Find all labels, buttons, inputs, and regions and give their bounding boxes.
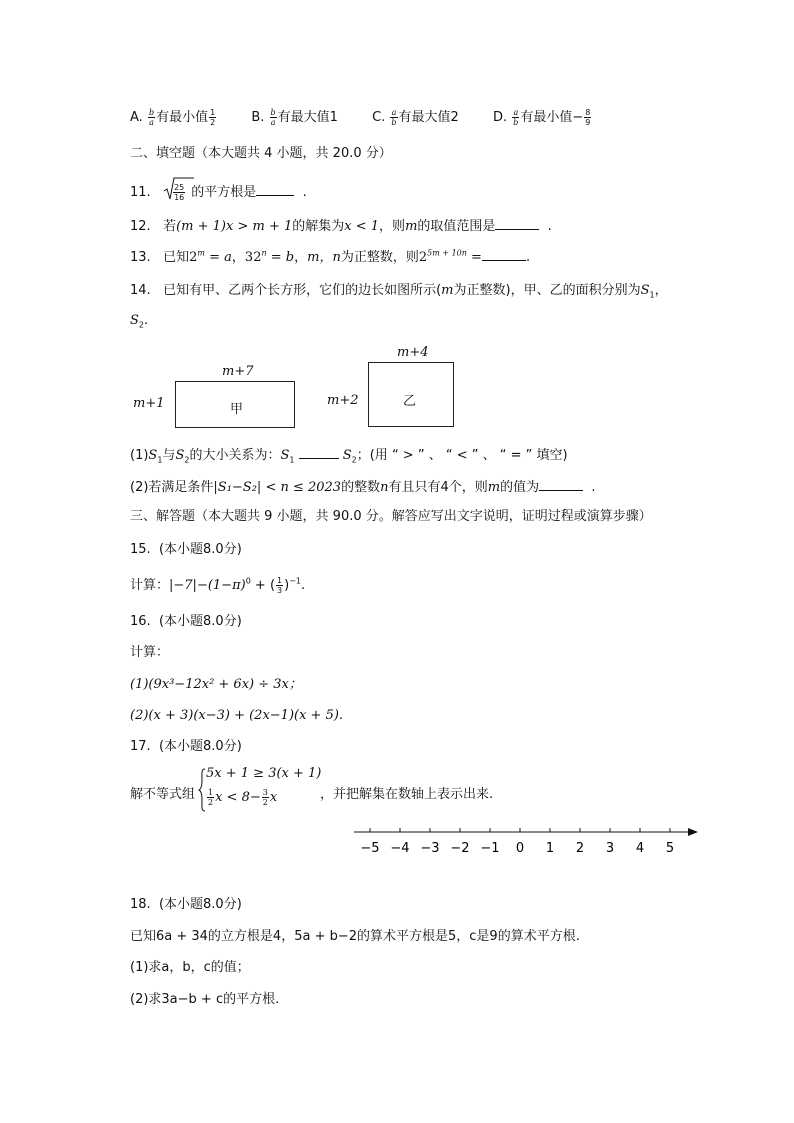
yi-left-label: m+2	[327, 393, 359, 408]
question-16-part-1: (1)(9x³−12x² + 6x) ÷ 3x；	[130, 677, 302, 692]
jia-label: 甲	[230, 402, 244, 417]
fraction: $\frac{8}{9}$	[585, 108, 591, 127]
axis-tick-label: 3	[605, 841, 615, 856]
option-d: D. $\frac{a}{b}$ 有最小值− $\frac{8}{9}$	[492, 108, 591, 127]
answer-blank[interactable]	[482, 247, 526, 261]
axis-tick-label: 2	[575, 841, 585, 856]
fraction: $\frac{b}{a}$	[270, 108, 276, 127]
option-c: C. $\frac{a}{b}$ 有最大值2	[372, 108, 459, 127]
axis-tick-label: 1	[545, 841, 555, 856]
question-15-header: 15. (本小题8.0分)	[130, 542, 242, 557]
question-15-body: 计算：$|-7|-(1-\pi)^0$ + ( $\frac{1}{3}$ )$^{-1}$.	[130, 576, 306, 595]
choice-options	[130, 108, 622, 128]
question-18-header: 18. (本小题8.0分)	[130, 897, 242, 912]
question-14: 14. 已知有甲、乙两个长方形，它们的边长如图所示(m为正整数)，甲、乙的面积分别为$S_1$，	[130, 283, 668, 300]
jia-left-label: m+1	[133, 396, 165, 411]
yi-top-label: m+4	[397, 345, 429, 360]
question-14-part-2: (2)若满足条件|S₁−S₂| < n ≤ 2023的整数n有且只有4个，则m的值为 .	[130, 477, 596, 498]
fraction: $\frac{b}{a}$	[148, 108, 155, 127]
fraction: $\frac{a}{b}$	[513, 108, 519, 127]
question-17-instruction: ，并把解集在数轴上表示出来.	[320, 787, 494, 802]
answer-blank[interactable]	[495, 216, 539, 230]
inequality-1: 5x + 1 ≥ 3(x + 1)	[206, 766, 322, 781]
question-12: 12. 若(m + 1)x > m + 1的解集为x < 1，则m的取值范围是 .	[130, 216, 552, 237]
section-2-heading: 二、填空题（本大题共 4 小题，共 20.0 分）	[130, 146, 392, 161]
axis-tick-label: 0	[515, 841, 525, 856]
question-18-part-2: (2)求3a−b + c的平方根.	[130, 992, 280, 1007]
axis-tick-label: −4	[390, 841, 410, 856]
question-18-part-1: (1)求a，b，c的值；	[130, 960, 250, 975]
axis-tick-label: −3	[420, 841, 440, 856]
question-17-prompt: 解不等式组	[130, 787, 196, 802]
question-14-part-1: $(1)S_1$与$S_2$的大小关系为：$S_1$ $S_2$；(用 “ > ” 、 “ < ” 、 “ = ” 填空)	[130, 445, 568, 466]
section-3-heading: 三、解答题（本大题共 9 小题，共 90.0 分。解答应写出文字说明，证明过程或演算步骤）	[130, 509, 652, 524]
jia-top-label: m+7	[222, 364, 254, 379]
left-brace-icon	[198, 768, 206, 812]
option-b: B. $\frac{b}{a}$ 有最大值1	[251, 108, 338, 127]
answer-blank[interactable]	[256, 182, 294, 196]
fraction: $\frac{1}{2}$	[210, 108, 216, 127]
inequality-2: $\frac{1}{2}$ x < 8− $\frac{3}{2}$ x	[208, 788, 278, 807]
number-line	[350, 820, 700, 860]
yi-label: 乙	[403, 394, 417, 409]
answer-blank[interactable]	[299, 445, 339, 459]
question-16-prompt: 计算：	[130, 645, 170, 660]
axis-arrow-icon	[688, 828, 698, 836]
fraction: $\frac{1}{3}$	[277, 576, 283, 595]
axis-tick-label: −1	[480, 841, 500, 856]
option-a: A. $\frac{b}{a}$ 有最小值 $\frac{1}{2}$	[130, 108, 216, 127]
fraction: $\frac{a}{b}$	[391, 108, 397, 127]
axis-tick-label: 4	[635, 841, 645, 856]
question-18-statement: 已知6a + 34的立方根是4，5a + b−2的算术平方根是5，c是9的算术平方根.	[130, 929, 580, 944]
question-16-part-2: (2)(x + 3)(x−3) + (2x−1)(x + 5).	[130, 708, 344, 723]
axis-tick-label: −2	[450, 841, 470, 856]
question-16-header: 16. (本小题8.0分)	[130, 614, 242, 629]
fraction: $\frac{25}{16}$	[174, 183, 185, 202]
question-17-header: 17. (本小题8.0分)	[130, 739, 242, 754]
answer-blank[interactable]	[539, 477, 583, 491]
axis-tick-label: −5	[360, 841, 380, 856]
axis-tick-label: 5	[665, 841, 675, 856]
question-11: 11. $\frac{25}{16}$ 的平方根是 .	[130, 177, 307, 208]
question-14-cont: $S_2$.	[130, 313, 149, 330]
question-13: 13. 已知$2^m = a$，$32^n = b$，m，n为正整数，则$2^{5m + 10n}$ = .	[130, 248, 531, 265]
